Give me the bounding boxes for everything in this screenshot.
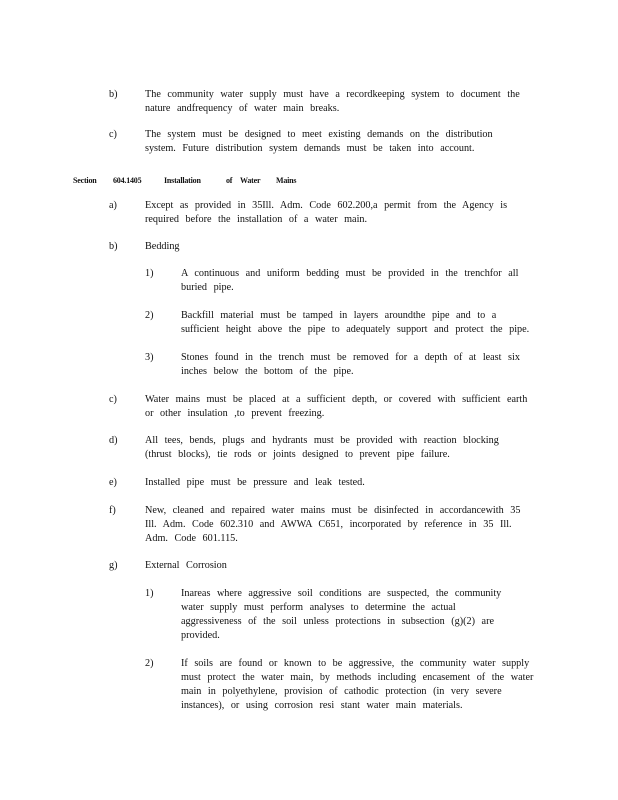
sub-list-item bbox=[0, 351, 618, 381]
subitem-text: Inareas where aggressive soil conditions are suspected, the community water supply must perform analyses to determine the actual aggressiveness of the soil unless protections in subsection (g)(2) are provided. bbox=[181, 588, 502, 641]
item-text: New, cleaned and repaired water mains must be disinfected in accordancewith 35 Ill. Adm. Code 602.310 and AWWA C651, incorporated by reference in 35 Ill. Adm. Code 601.115. bbox=[145, 505, 521, 544]
item-label: e) bbox=[109, 477, 117, 488]
item-text: Bedding bbox=[145, 241, 180, 252]
subitem-label: 3) bbox=[145, 352, 154, 363]
item-label: c) bbox=[109, 394, 117, 405]
subitem-label: 1) bbox=[145, 268, 154, 279]
sub-list-item bbox=[0, 657, 618, 715]
item-text: Except as provided in 35Ill. Adm. Code 602.200,a permit from the Agency is required before the installation of a water main. bbox=[145, 200, 508, 225]
item-label: a) bbox=[109, 200, 117, 211]
subitem-label: 1) bbox=[145, 588, 154, 599]
item-label: f) bbox=[109, 505, 116, 516]
list-item bbox=[0, 128, 618, 158]
subitem-text: A continuous and uniform bedding must be provided in the trenchfor all buried pipe. bbox=[181, 268, 519, 293]
item-label: d) bbox=[109, 435, 118, 446]
sub-list-item bbox=[0, 587, 618, 645]
item-text: The community water supply must have a recordkeeping system to document the nature andfrequency of water main breaks. bbox=[145, 89, 520, 114]
item-text: External Corrosion bbox=[145, 560, 227, 571]
item-label: c) bbox=[109, 129, 117, 140]
section-title-part: Water bbox=[240, 176, 261, 185]
list-item bbox=[0, 504, 618, 548]
item-label: g) bbox=[109, 560, 118, 571]
section-heading bbox=[0, 174, 618, 186]
section-title-part: Mains bbox=[276, 176, 297, 185]
list-item bbox=[0, 559, 618, 575]
section-title-part: Installation bbox=[164, 176, 201, 185]
sub-list-item bbox=[0, 309, 618, 339]
item-label: b) bbox=[109, 241, 118, 252]
item-label: b) bbox=[109, 89, 118, 100]
subitem-label: 2) bbox=[145, 310, 154, 321]
item-text: The system must be designed to meet existing demands on the distribution system. Future distribution system demands must be taken into account. bbox=[145, 129, 493, 154]
list-item bbox=[0, 240, 618, 256]
item-text: Installed pipe must be pressure and leak tested. bbox=[145, 477, 365, 488]
subitem-label: 2) bbox=[145, 658, 154, 669]
subitem-text: If soils are found or known to be aggressive, the community water supply must protect the water main, by methods including encasement of the water main in polyethylene, provision of cathodic protection (in very severe instances), or using corrosion resi stant water main materials. bbox=[181, 658, 534, 711]
section-word: Section bbox=[73, 176, 97, 185]
list-item bbox=[0, 199, 618, 229]
sub-list-item bbox=[0, 267, 618, 297]
list-item bbox=[0, 476, 618, 492]
section-title-part: of bbox=[226, 176, 233, 185]
list-item bbox=[0, 434, 618, 464]
list-item bbox=[0, 393, 618, 423]
subitem-text: Backfill material must be tamped in layers aroundthe pipe and to a sufficient height above the pipe to adequately support and protect the pipe. bbox=[181, 310, 530, 335]
section-number: 604.1405 bbox=[113, 176, 142, 185]
list-item bbox=[0, 88, 618, 118]
subitem-text: Stones found in the trench must be removed for a depth of at least six inches below the bottom of the pipe. bbox=[181, 352, 520, 377]
item-text: Water mains must be placed at a sufficient depth, or covered with sufficient earth or other insulation ,to prevent freezing. bbox=[145, 394, 528, 419]
item-text: All tees, bends, plugs and hydrants must be provided with reaction blocking (thrust blocks), tie rods or joints designed to prevent pipe failure. bbox=[145, 435, 499, 460]
